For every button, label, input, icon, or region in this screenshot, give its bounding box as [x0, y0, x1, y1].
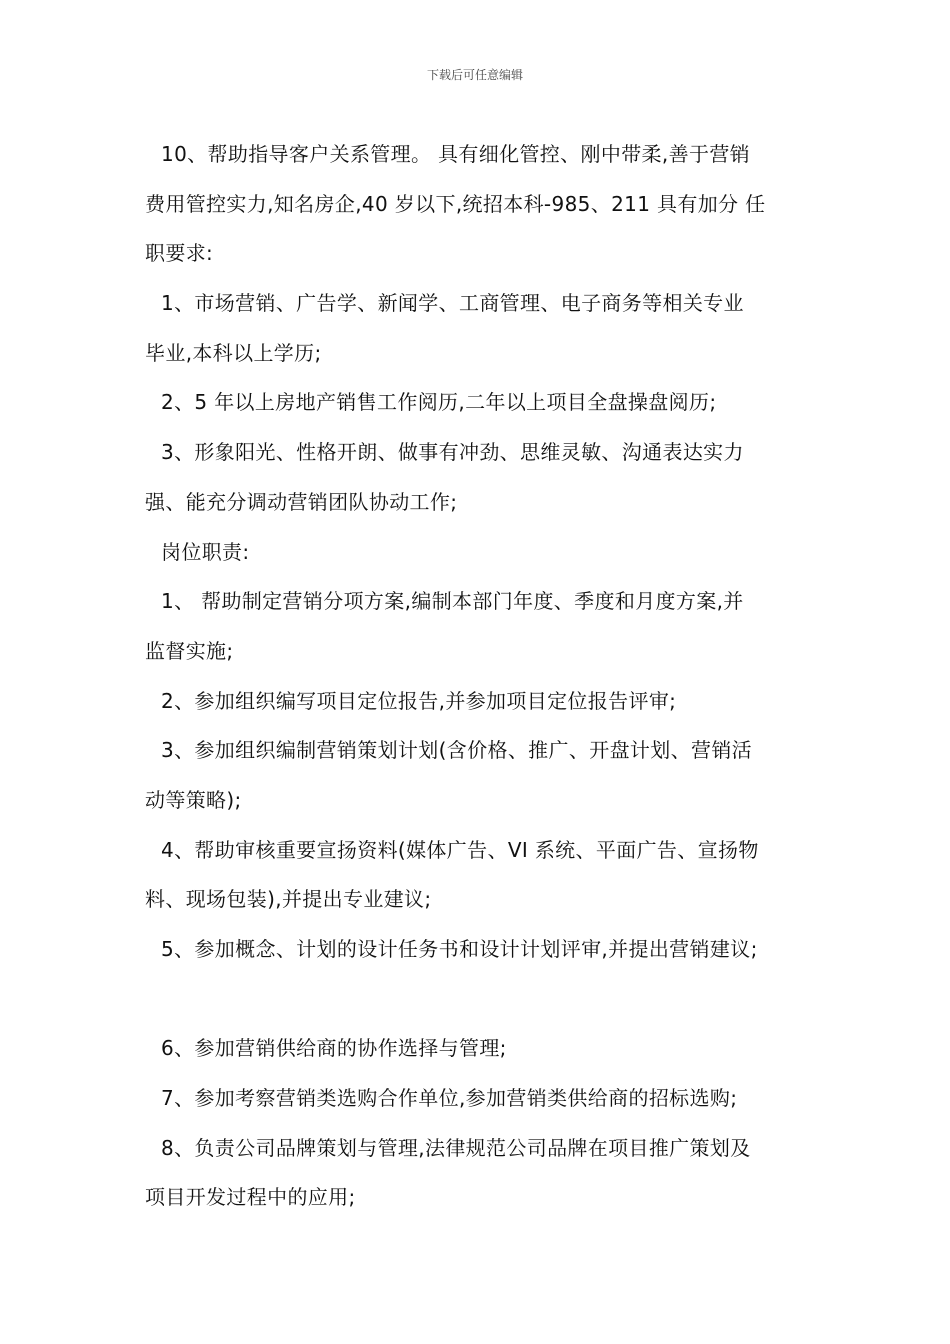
text-line: 毕业,本科以上学历; — [145, 340, 322, 365]
text-line: 8、负责公司品牌策划与管理,法律规范公司品牌在项目推广策划及 — [161, 1135, 751, 1160]
page-header: 下载后可任意编辑 — [426, 68, 523, 82]
text-line: 2、参加组织编写项目定位报告,并参加项目定位报告评审; — [161, 688, 677, 713]
text-line: 强、能充分调动营销团队协动工作; — [145, 489, 458, 514]
text-line: 4、帮助审核重要宣扬资料(媒体广告、VI 系统、平面广告、宣扬物 — [161, 837, 759, 862]
text-line: 6、参加营销供给商的协作选择与管理; — [161, 1036, 507, 1061]
text-line: 动等策略); — [145, 787, 242, 812]
text-line: 5、参加概念、计划的设计任务书和设计计划评审,并提出营销建议; — [161, 937, 758, 961]
text-line: 3、形象阳光、性格开朗、做事有冲劲、思维灵敏、沟通表达实力 — [161, 440, 744, 465]
text-line: 岗位职责: — [161, 539, 250, 564]
text-line: 2、5 年以上房地产销售工作阅历,二年以上项目全盘操盘阅历; — [161, 390, 717, 415]
text-line: 3、参加组织编制营销策划计划(含价格、推广、开盘计划、营销活 — [161, 738, 753, 763]
text-line: 料、现场包装),并提出专业建议; — [145, 887, 432, 912]
blank-line — [145, 975, 825, 1025]
text-line: 职要求: — [145, 241, 214, 266]
text-line: 1、 帮助制定营销分项方案,编制本部门年度、季度和月度方案,并 — [161, 589, 744, 614]
text-line: 1、市场营销、广告学、新闻学、工商管理、电子商务等相关专业 — [161, 291, 744, 316]
document-body — [145, 130, 825, 1223]
text-line: 10、帮助指导客户关系管理。 具有细化管控、刚中带柔,善于营销 — [161, 142, 751, 166]
text-line: 7、参加考察营销类选购合作单位,参加营销类供给商的招标选购; — [161, 1086, 738, 1111]
text-line: 监督实施; — [145, 638, 234, 663]
text-line: 费用管控实力,知名房企,40 岁以下,统招本科-985、211 具有加分 任 — [145, 191, 766, 216]
text-line: 项目开发过程中的应用; — [145, 1185, 356, 1210]
